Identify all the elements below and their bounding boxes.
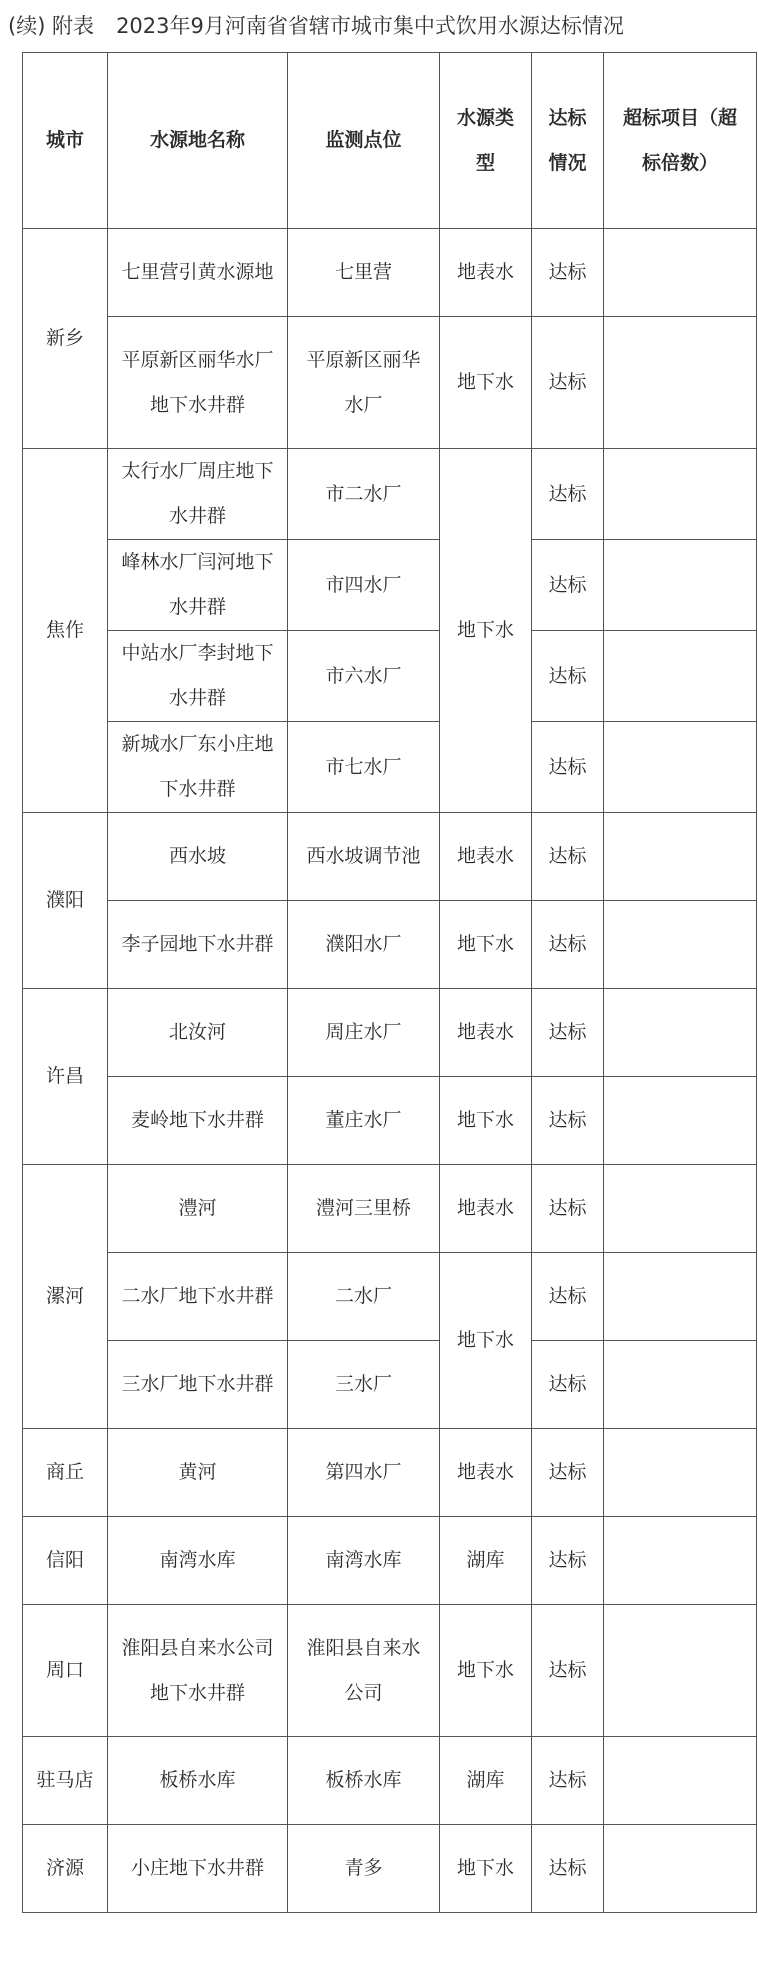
header-point: 监测点位 bbox=[288, 53, 440, 229]
table-row bbox=[23, 540, 757, 631]
title-prefix: (续) 附表 bbox=[8, 14, 95, 38]
source-cell: 平原新区丽华水厂地下水井群 bbox=[108, 317, 288, 449]
source-cell: 二水厂地下水井群 bbox=[108, 1253, 288, 1341]
status-cell: 达标 bbox=[532, 229, 604, 317]
status-cell: 达标 bbox=[532, 540, 604, 631]
status-cell: 达标 bbox=[532, 1077, 604, 1165]
exceed-cell bbox=[604, 813, 757, 901]
source-cell: 三水厂地下水井群 bbox=[108, 1341, 288, 1429]
point-cell: 青多 bbox=[288, 1825, 440, 1913]
table-row bbox=[23, 449, 757, 540]
type-cell: 地表水 bbox=[440, 1429, 532, 1517]
table-row bbox=[23, 1429, 757, 1517]
status-cell: 达标 bbox=[532, 1429, 604, 1517]
header-city: 城市 bbox=[23, 53, 108, 229]
point-cell: 市六水厂 bbox=[288, 631, 440, 722]
table-row bbox=[23, 317, 757, 449]
source-cell: 中站水厂李封地下水井群 bbox=[108, 631, 288, 722]
table-row bbox=[23, 1341, 757, 1429]
status-cell: 达标 bbox=[532, 1165, 604, 1253]
point-cell: 第四水厂 bbox=[288, 1429, 440, 1517]
exceed-cell bbox=[604, 722, 757, 813]
exceed-cell bbox=[604, 1737, 757, 1825]
point-cell: 西水坡调节池 bbox=[288, 813, 440, 901]
status-cell: 达标 bbox=[532, 1825, 604, 1913]
status-cell: 达标 bbox=[532, 901, 604, 989]
type-cell: 地表水 bbox=[440, 1165, 532, 1253]
type-cell: 地下水 bbox=[440, 1605, 532, 1737]
point-cell: 南湾水库 bbox=[288, 1517, 440, 1605]
point-cell: 濮阳水厂 bbox=[288, 901, 440, 989]
point-cell: 周庄水厂 bbox=[288, 989, 440, 1077]
city-cell: 驻马店 bbox=[23, 1737, 108, 1825]
table-row bbox=[23, 813, 757, 901]
status-cell: 达标 bbox=[532, 1737, 604, 1825]
header-row bbox=[23, 53, 757, 229]
exceed-cell bbox=[604, 631, 757, 722]
header-status: 达标情况 bbox=[532, 53, 604, 229]
table-row bbox=[23, 1737, 757, 1825]
table-row bbox=[23, 901, 757, 989]
status-cell: 达标 bbox=[532, 449, 604, 540]
point-cell: 市四水厂 bbox=[288, 540, 440, 631]
source-cell: 麦岭地下水井群 bbox=[108, 1077, 288, 1165]
point-cell: 七里营 bbox=[288, 229, 440, 317]
exceed-cell bbox=[604, 1825, 757, 1913]
city-cell: 商丘 bbox=[23, 1429, 108, 1517]
city-cell: 周口 bbox=[23, 1605, 108, 1737]
header-type: 水源类型 bbox=[440, 53, 532, 229]
status-cell: 达标 bbox=[532, 1517, 604, 1605]
table-row bbox=[23, 1605, 757, 1737]
point-cell: 市二水厂 bbox=[288, 449, 440, 540]
exceed-cell bbox=[604, 1341, 757, 1429]
title-main: 2023年9月河南省省辖市城市集中式饮用水源达标情况 bbox=[116, 14, 624, 38]
source-cell: 太行水厂周庄地下水井群 bbox=[108, 449, 288, 540]
type-cell: 湖库 bbox=[440, 1517, 532, 1605]
point-cell: 三水厂 bbox=[288, 1341, 440, 1429]
table-row bbox=[23, 1165, 757, 1253]
source-cell: 峰林水厂闫河地下水井群 bbox=[108, 540, 288, 631]
type-cell: 地下水 bbox=[440, 1253, 532, 1429]
table-row bbox=[23, 1077, 757, 1165]
table-row bbox=[23, 722, 757, 813]
type-cell: 地下水 bbox=[440, 1825, 532, 1913]
exceed-cell bbox=[604, 1605, 757, 1737]
point-cell: 二水厂 bbox=[288, 1253, 440, 1341]
table-row bbox=[23, 1253, 757, 1341]
point-cell: 市七水厂 bbox=[288, 722, 440, 813]
point-cell: 平原新区丽华水厂 bbox=[288, 317, 440, 449]
exceed-cell bbox=[604, 1429, 757, 1517]
type-cell: 地下水 bbox=[440, 1077, 532, 1165]
exceed-cell bbox=[604, 229, 757, 317]
water-source-table bbox=[22, 52, 757, 1913]
type-cell: 地下水 bbox=[440, 901, 532, 989]
point-cell: 董庄水厂 bbox=[288, 1077, 440, 1165]
exceed-cell bbox=[604, 1077, 757, 1165]
table-row bbox=[23, 989, 757, 1077]
status-cell: 达标 bbox=[532, 317, 604, 449]
exceed-cell bbox=[604, 1165, 757, 1253]
type-cell: 地下水 bbox=[440, 449, 532, 813]
point-cell: 澧河三里桥 bbox=[288, 1165, 440, 1253]
table-row bbox=[23, 1825, 757, 1913]
status-cell: 达标 bbox=[532, 631, 604, 722]
table-row bbox=[23, 1517, 757, 1605]
source-cell: 板桥水库 bbox=[108, 1737, 288, 1825]
source-cell: 北汝河 bbox=[108, 989, 288, 1077]
status-cell: 达标 bbox=[532, 1341, 604, 1429]
source-cell: 七里营引黄水源地 bbox=[108, 229, 288, 317]
city-cell: 信阳 bbox=[23, 1517, 108, 1605]
status-cell: 达标 bbox=[532, 1605, 604, 1737]
status-cell: 达标 bbox=[532, 989, 604, 1077]
source-cell: 李子园地下水井群 bbox=[108, 901, 288, 989]
exceed-cell bbox=[604, 989, 757, 1077]
city-cell: 漯河 bbox=[23, 1165, 108, 1429]
exceed-cell bbox=[604, 449, 757, 540]
type-cell: 湖库 bbox=[440, 1737, 532, 1825]
header-source: 水源地名称 bbox=[108, 53, 288, 229]
exceed-cell bbox=[604, 1517, 757, 1605]
city-cell: 濮阳 bbox=[23, 813, 108, 989]
status-cell: 达标 bbox=[532, 722, 604, 813]
city-cell: 济源 bbox=[23, 1825, 108, 1913]
status-cell: 达标 bbox=[532, 813, 604, 901]
source-cell: 澧河 bbox=[108, 1165, 288, 1253]
source-cell: 淮阳县自来水公司地下水井群 bbox=[108, 1605, 288, 1737]
type-cell: 地下水 bbox=[440, 317, 532, 449]
source-cell: 南湾水库 bbox=[108, 1517, 288, 1605]
city-cell: 许昌 bbox=[23, 989, 108, 1165]
source-cell: 新城水厂东小庄地下水井群 bbox=[108, 722, 288, 813]
city-cell: 焦作 bbox=[23, 449, 108, 813]
city-cell: 新乡 bbox=[23, 229, 108, 449]
point-cell: 淮阳县自来水公司 bbox=[288, 1605, 440, 1737]
table-row bbox=[23, 229, 757, 317]
status-cell: 达标 bbox=[532, 1253, 604, 1341]
table-row bbox=[23, 631, 757, 722]
type-cell: 地表水 bbox=[440, 229, 532, 317]
header-exceed: 超标项目（超标倍数） bbox=[604, 53, 757, 229]
exceed-cell bbox=[604, 1253, 757, 1341]
source-cell: 小庄地下水井群 bbox=[108, 1825, 288, 1913]
type-cell: 地表水 bbox=[440, 813, 532, 901]
exceed-cell bbox=[604, 317, 757, 449]
page-title bbox=[8, 10, 624, 40]
exceed-cell bbox=[604, 901, 757, 989]
type-cell: 地表水 bbox=[440, 989, 532, 1077]
source-cell: 西水坡 bbox=[108, 813, 288, 901]
point-cell: 板桥水库 bbox=[288, 1737, 440, 1825]
exceed-cell bbox=[604, 540, 757, 631]
source-cell: 黄河 bbox=[108, 1429, 288, 1517]
